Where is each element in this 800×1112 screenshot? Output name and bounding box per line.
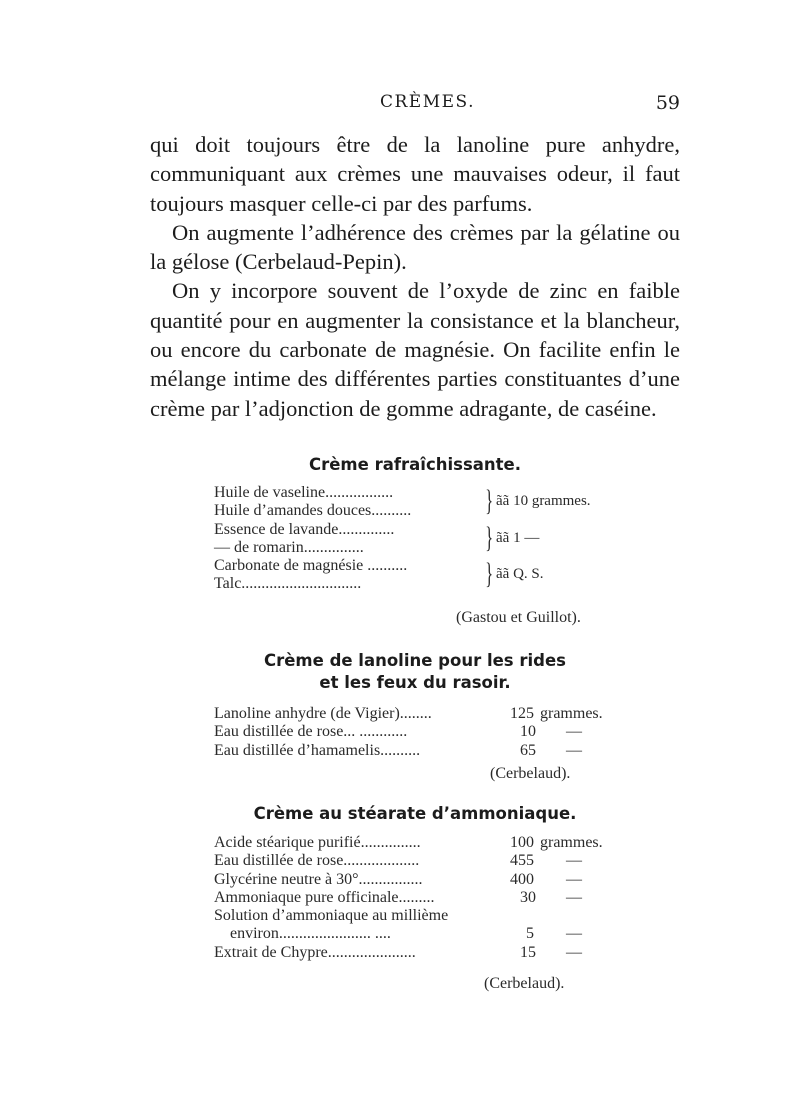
ingredient: Lanoline anhydre (de Vigier)........ [214, 705, 432, 722]
unit: grammes. [540, 705, 603, 722]
ingredient: Solution d’ammoniaque au millième [214, 907, 449, 925]
ingredient-row [214, 907, 634, 925]
unit: — [566, 723, 582, 741]
ingredient: Ammoniaque pure officinale......... [214, 888, 435, 906]
ingredient: Carbonate de magnésie .......... [214, 557, 408, 575]
ingredient: Eau distillée d’hamamelis.......... [214, 741, 421, 759]
ingredient: Talc.............................. [214, 575, 362, 593]
ingredient-row [214, 944, 634, 962]
group-quantity: ãã 10 grammes. [496, 493, 591, 509]
paragraph: On y incorpore souvent de l’oxyde de zinc en faible quantité pour en augmenter la consistance et la blancheur, ou encore du carbonate de magnésie. On facilite enfin le mélange intime des différentes parties constituantes d’une crème par l’adjonction de gomme adragante, de caséine. [150, 278, 680, 421]
quantity: 5 [526, 925, 534, 943]
ingredient: Huile de vaseline................. [214, 484, 394, 501]
quantity: 455 [510, 852, 534, 870]
ingredient: Eau distillée de rose... ............ [214, 723, 408, 741]
ingredient: Eau distillée de rose................... [214, 852, 420, 870]
ingredient: Essence de lavande.............. [214, 520, 395, 538]
quantity: 15 [520, 943, 536, 961]
recipe-title: et les feux du rasoir. [319, 673, 511, 692]
brace-glyph: } [485, 484, 494, 517]
recipe-source: (Cerbelaud). [484, 975, 565, 992]
unit: — [566, 925, 582, 943]
paragraph: qui doit toujours être de la lanoline pure anhydre, communiquant aux crèmes une mauvaises odeur, il faut toujours masquer celle-ci par des parfums. [150, 132, 680, 216]
ingredient: — de romarin............... [214, 538, 364, 556]
brace-glyph: } [485, 557, 494, 591]
ingredient: Glycérine neutre à 30°................ [214, 870, 423, 888]
recipe-ingredient-list [214, 705, 634, 760]
ingredient-group [214, 557, 634, 594]
unit: — [566, 741, 582, 759]
ingredient-row [214, 871, 634, 889]
recipe-title: Crème de lanoline pour les rides [264, 651, 566, 670]
unit: — [566, 943, 582, 961]
recipe-source: (Gastou et Guillot). [456, 609, 581, 626]
ingredient: environ....................... .... [230, 925, 391, 943]
quantity: 125 [510, 705, 534, 722]
unit: grammes. [540, 834, 603, 851]
ingredient-row [214, 705, 634, 723]
ingredient: Extrait de Chypre...................... [214, 943, 416, 961]
ingredient-row [214, 852, 634, 870]
brace-glyph: } [485, 520, 494, 554]
ingredient: Acide stéarique purifié............... [214, 834, 421, 851]
running-title: CRÈMES. [380, 92, 475, 112]
unit: — [566, 870, 582, 888]
recipe-source: (Cerbelaud). [490, 765, 571, 782]
group-quantity: ãã Q. S. [496, 566, 544, 583]
quantity: 400 [510, 870, 534, 888]
quantity: 100 [510, 834, 534, 851]
recipe-title: Crème au stéarate d’ammoniaque. [253, 804, 577, 823]
recipe-ingredient-list [214, 834, 634, 962]
page-number: 59 [655, 92, 680, 114]
quantity: 10 [520, 723, 536, 741]
quantity: 65 [520, 741, 536, 759]
running-header [150, 92, 680, 116]
body-text [150, 130, 680, 423]
ingredient: Huile d’amandes douces.......... [214, 502, 412, 520]
quantity: 30 [520, 888, 536, 906]
unit: — [566, 852, 582, 870]
group-quantity: ãã 1 — [496, 529, 540, 546]
ingredient-row [214, 723, 634, 741]
recipe-ingredient-list [214, 484, 634, 594]
ingredient-row [214, 889, 634, 907]
ingredient-row [214, 742, 634, 760]
recipe-title: Crème rafraîchissante. [309, 455, 521, 474]
unit: — [566, 888, 582, 906]
ingredient-row [214, 925, 634, 943]
ingredient-row [214, 834, 634, 852]
ingredient-group [214, 484, 634, 521]
ingredient-group [214, 521, 634, 558]
paragraph: On augmente l’adhérence des crèmes par la gélatine ou la gélose (Cerbelaud-Pepin). [150, 219, 680, 275]
